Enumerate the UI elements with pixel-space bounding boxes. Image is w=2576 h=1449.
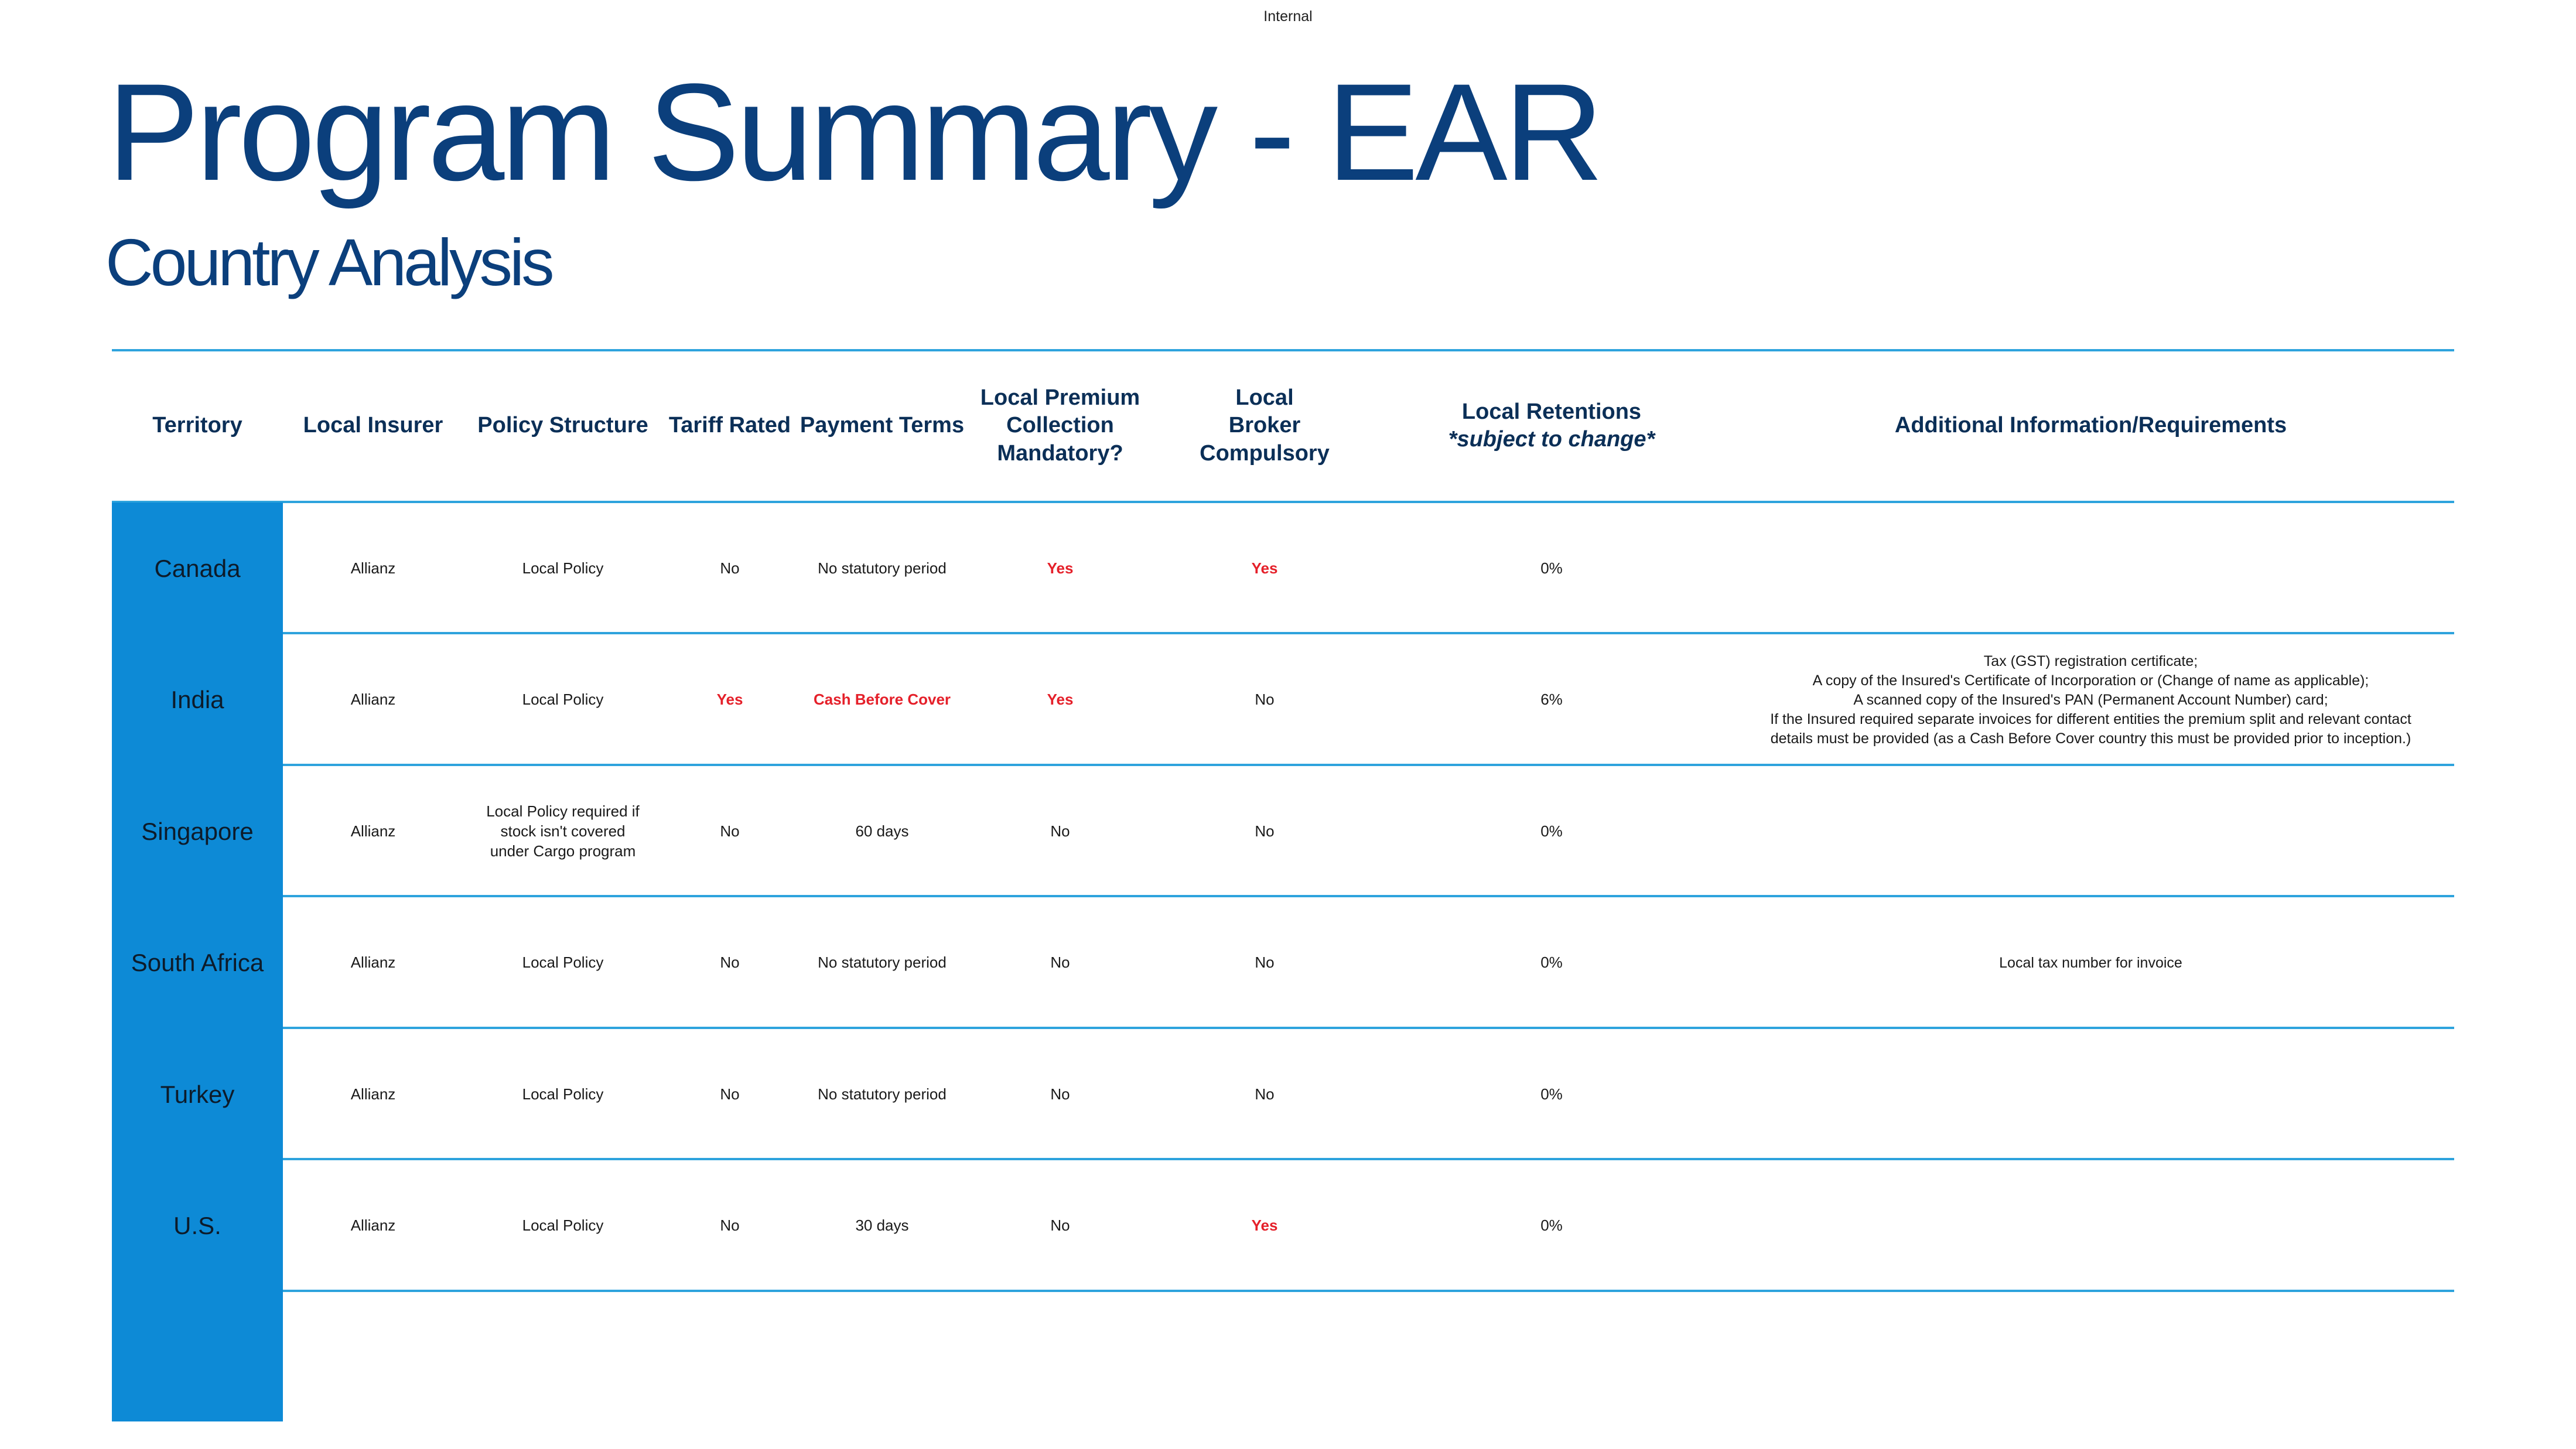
cell-structure: Local Policy xyxy=(522,1085,604,1103)
header-policy-structure: Policy Structure xyxy=(477,413,648,438)
header-premium-collection: Local Premium Collection Mandatory? xyxy=(980,385,1140,466)
cell-premium: No xyxy=(1050,1216,1070,1235)
page-subtitle: Country Analysis xyxy=(105,225,552,299)
cell-insurer: Allianz xyxy=(350,691,396,709)
info-line: Local tax number for invoice xyxy=(1999,954,2182,971)
cell-info xyxy=(1751,1161,2431,1291)
cell-broker: No xyxy=(1255,691,1275,709)
cell-broker: Yes xyxy=(1251,559,1278,577)
cell-structure: Local Policy xyxy=(522,691,604,709)
cell-premium: No xyxy=(1050,822,1070,840)
cell-territory: Singapore xyxy=(141,817,254,845)
cell-insurer: Allianz xyxy=(350,954,396,972)
header-local-insurer: Local Insurer xyxy=(303,413,443,438)
cell-tariff: No xyxy=(720,559,740,577)
cell-tariff: No xyxy=(720,954,740,972)
cell-payment: 60 days xyxy=(855,822,909,840)
header-retentions-note: *subject to change* xyxy=(1448,427,1655,452)
cell-territory: U.S. xyxy=(173,1211,221,1239)
info-line: A scanned copy of the Insured's PAN (Permanent Account Number) card; xyxy=(1853,691,2328,708)
cell-broker: No xyxy=(1255,822,1275,840)
header-tariff-rated: Tariff Rated xyxy=(668,413,791,438)
page-title: Program Summary - EAR xyxy=(107,55,1601,210)
header-territory: Territory xyxy=(152,413,242,438)
header-local-retentions xyxy=(1376,350,1727,501)
header-payment-terms: Payment Terms xyxy=(800,413,965,438)
cell-retentions: 0% xyxy=(1540,1216,1563,1235)
cell-broker: No xyxy=(1255,954,1275,972)
cell-payment: No statutory period xyxy=(818,954,947,972)
cell-broker: Yes xyxy=(1251,1216,1278,1235)
cell-structure: Local Policy xyxy=(522,559,604,577)
cell-retentions: 0% xyxy=(1540,1085,1563,1103)
cell-info xyxy=(1751,767,2431,897)
cell-insurer: Allianz xyxy=(350,1085,396,1103)
cell-territory: South Africa xyxy=(131,948,264,976)
cell-tariff: No xyxy=(720,822,740,840)
cell-premium: No xyxy=(1050,1085,1070,1103)
header-additional-info: Additional Information/Requirements xyxy=(1894,413,2287,438)
cell-tariff: No xyxy=(720,1216,740,1235)
cell-territory: India xyxy=(170,685,224,713)
cell-premium: No xyxy=(1050,954,1070,972)
header-local-broker: Local Broker Compulsory xyxy=(1200,385,1330,466)
info-line: A copy of the Insured's Certificate of Incorporation or (Change of name as applicable); xyxy=(1812,672,2369,689)
cell-insurer: Allianz xyxy=(350,559,396,577)
cell-tariff: Yes xyxy=(716,691,743,709)
cell-info xyxy=(1751,504,2431,634)
cell-tariff: No xyxy=(720,1085,740,1103)
header-retentions-label: Local Retentions xyxy=(1461,399,1642,424)
cell-payment: Cash Before Cover xyxy=(813,691,951,709)
cell-structure: Local Policy required if stock isn't covered under Cargo program xyxy=(486,802,640,860)
cell-insurer: Allianz xyxy=(350,1216,396,1235)
cell-premium: Yes xyxy=(1047,559,1074,577)
cell-insurer: Allianz xyxy=(350,822,396,840)
cell-premium: Yes xyxy=(1047,691,1074,709)
cell-info xyxy=(1751,898,2431,1028)
cell-retentions: 0% xyxy=(1540,954,1563,972)
cell-info xyxy=(1751,1030,2431,1160)
cell-structure: Local Policy xyxy=(522,954,604,972)
cell-payment: No statutory period xyxy=(818,1085,947,1103)
cell-retentions: 0% xyxy=(1540,822,1563,840)
cell-territory: Canada xyxy=(154,554,241,582)
cell-territory: Turkey xyxy=(160,1080,235,1108)
classification-label: Internal xyxy=(1263,8,1313,25)
cell-retentions: 0% xyxy=(1540,559,1563,577)
cell-payment: 30 days xyxy=(855,1216,909,1235)
cell-broker: No xyxy=(1255,1085,1275,1103)
cell-payment: No statutory period xyxy=(818,559,947,577)
info-line: Tax (GST) registration certificate; xyxy=(1983,652,2198,669)
info-line: If the Insured required separate invoices for different entities the premium split and relevant contact details must be provided (as a Cash Before Cover country this must be provided prior to inception.) xyxy=(1770,710,2411,747)
cell-retentions: 6% xyxy=(1540,691,1563,709)
cell-info xyxy=(1751,635,2431,765)
cell-structure: Local Policy xyxy=(522,1216,604,1235)
